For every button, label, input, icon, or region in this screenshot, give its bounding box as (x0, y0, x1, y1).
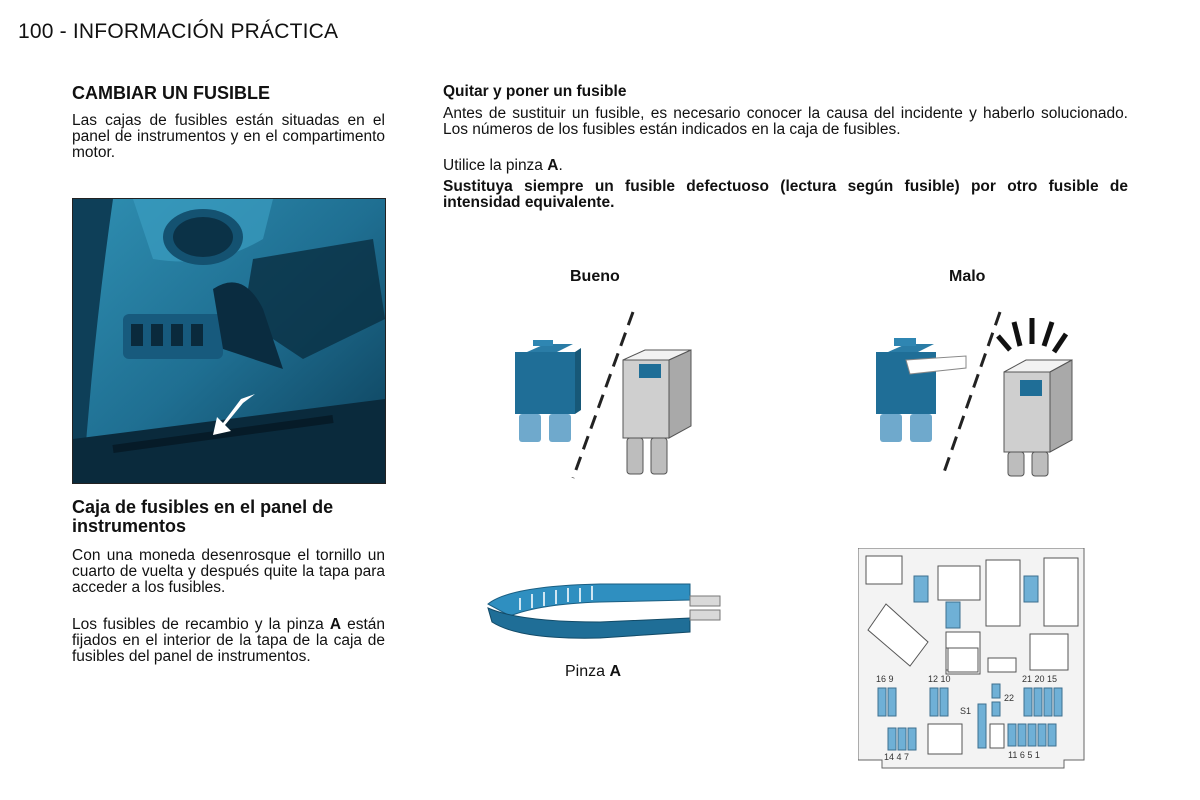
section-title-caja-fusibles: Caja de fusibles en el panel de instrumentos (72, 497, 334, 536)
pinza-paragraph: Utilice la pinza A. (443, 157, 563, 174)
bad-fuse-left (876, 338, 966, 442)
pliers-diagram (480, 570, 730, 650)
spare-fuses-paragraph: Los fusibles de recambio y la pinza A están fijados en el interior de la tapa de la caja de fusibles del panel de instrumentos. (72, 616, 385, 665)
good-label: Bueno (570, 268, 620, 285)
fuse-label-16-9: 16 9 (876, 674, 894, 684)
fuse-label-21-20-15: 21 20 15 (1022, 674, 1058, 684)
good-fuse-diagram (505, 300, 705, 485)
fuse-label-s1: S1 (960, 706, 972, 716)
pliers-caption: Pinza A (565, 663, 622, 680)
bad-fuse-right (1004, 360, 1072, 476)
fuse-label-12-10: 12 10 (928, 674, 951, 684)
fuse-label-14-4-7: 14 4 7 (884, 752, 910, 762)
fuse-label-11-6-5-1: 11 6 5 1 (1008, 750, 1040, 760)
section-title-cambiar-fusible: CAMBIAR UN FUSIBLE (72, 83, 270, 103)
good-fuse-right (623, 350, 691, 474)
bad-fuse-diagram (870, 300, 1080, 485)
warning-paragraph: Sustituya siempre un fusible defectuoso (lectura según fusible) por otro fusible de intensidad equivalente. (443, 178, 1128, 211)
subtitle-quitar-poner: Quitar y poner un fusible (443, 83, 627, 100)
page-header: 100 - INFORMACIÓN PRÁCTICA (18, 20, 339, 43)
intro-paragraph: Las cajas de fusibles están situadas en el panel de instrumentos y en el compartimento motor. (72, 112, 385, 161)
cause-paragraph: Antes de sustituir un fusible, es necesario conocer la causa del incidente y haberlo solucionado. Los números de los fusibles están indicados en la caja de fusibles. (443, 105, 1128, 138)
dashboard-photo (72, 198, 386, 484)
fusebox-layout-diagram (858, 548, 1086, 770)
good-fuse-left (515, 340, 581, 442)
flash-icon (998, 318, 1066, 352)
coin-instructions-paragraph: Con una moneda desenrosque el tornillo un cuarto de vuelta y después quite la tapa para acceder a los fusibles. (72, 547, 385, 596)
bad-label: Malo (949, 268, 986, 285)
fuse-label-22: 22 (1004, 693, 1015, 703)
